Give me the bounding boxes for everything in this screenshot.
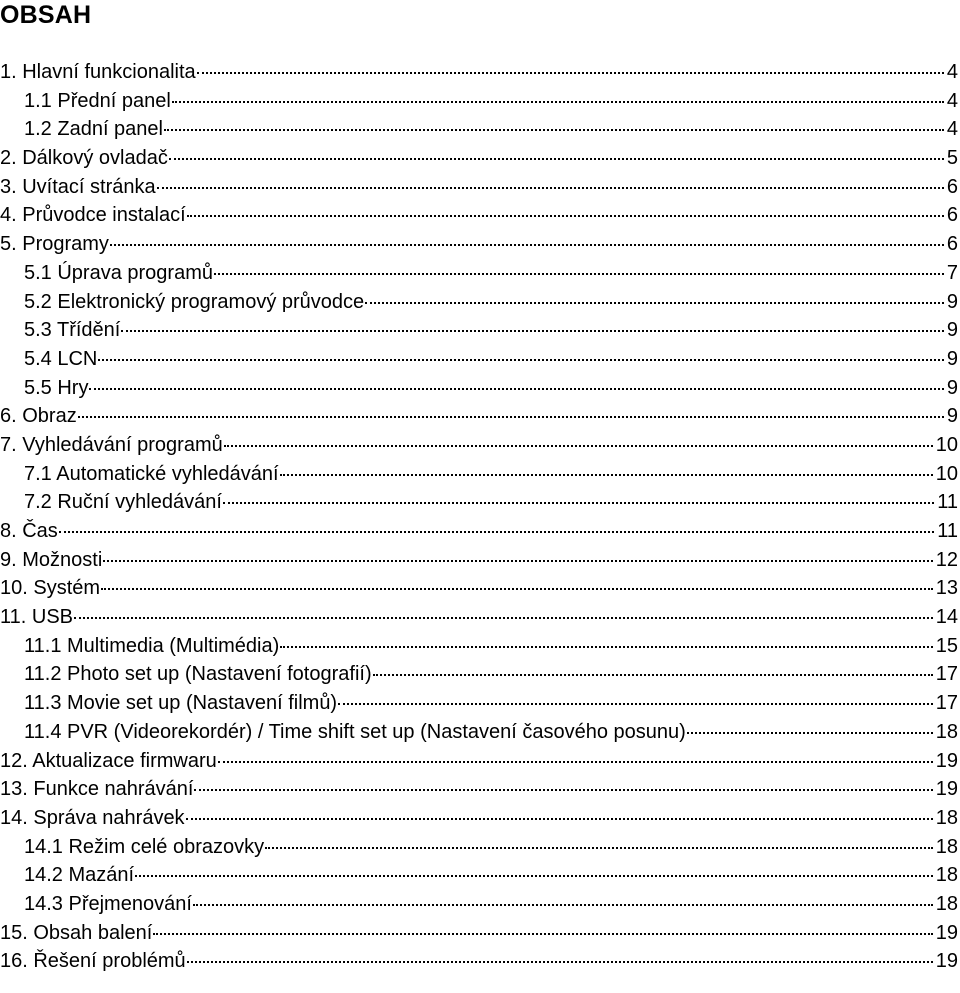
toc-entry-page-number: 9 <box>946 347 958 370</box>
toc-entry[interactable] <box>0 718 960 747</box>
toc-entry-label: 16. Řešení problémů <box>0 950 186 973</box>
toc-dot-leader <box>110 244 944 246</box>
toc-entry-page-number: 12 <box>935 548 958 571</box>
toc-entry-label: 7.1 Automatické vyhledávání <box>24 462 279 485</box>
toc-entry-label: 14.2 Mazání <box>24 864 135 887</box>
toc-entry-label: 2. Dálkový ovladač <box>0 147 168 170</box>
toc-entry-page-number: 18 <box>935 864 958 887</box>
toc-entry[interactable] <box>0 345 960 374</box>
toc-entry-label: 11.4 PVR (Videorekordér) / Time shift set up (Nastavení časového posunu) <box>24 720 686 743</box>
toc-entry-label: 5.2 Elektronický programový průvodce <box>24 290 365 313</box>
toc-dot-leader <box>187 961 933 963</box>
toc-dot-leader <box>224 445 933 447</box>
toc-entry[interactable] <box>0 230 960 259</box>
toc-entry-page-number: 18 <box>935 892 958 915</box>
toc-entry-label: 12. Aktualizace firmwaru <box>0 749 217 772</box>
toc-dot-leader <box>78 416 944 418</box>
toc-entry[interactable] <box>0 574 960 603</box>
toc-entry-label: 5.3 Třídění <box>24 319 121 342</box>
toc-entry[interactable] <box>0 546 960 575</box>
toc-entry[interactable] <box>0 144 960 173</box>
toc-entry[interactable] <box>0 517 960 546</box>
toc-entry-label: 11. USB <box>0 606 73 629</box>
toc-entry-label: 6. Obraz <box>0 405 77 428</box>
toc-dot-leader <box>98 359 944 361</box>
toc-entry-page-number: 10 <box>935 433 958 456</box>
toc-entry-label: 1. Hlavní funkcionalita <box>0 61 196 83</box>
toc-entry-label: 14.1 Režim celé obrazovky <box>24 835 265 858</box>
toc-entry-page-number: 15 <box>935 634 958 657</box>
toc-entry-page-number: 9 <box>946 290 958 313</box>
toc-entry[interactable] <box>0 259 960 288</box>
toc-entry[interactable] <box>0 890 960 919</box>
toc-entry[interactable] <box>0 632 960 661</box>
toc-entry-label: 4. Průvodce instalací <box>0 204 186 227</box>
toc-entry-label: 15. Obsah balení <box>0 921 153 944</box>
toc-entry-page-number: 4 <box>946 61 958 83</box>
toc-entry-label: 14.3 Přejmenování <box>24 892 192 915</box>
toc-dot-leader <box>687 732 933 734</box>
toc-entry[interactable] <box>0 460 960 489</box>
toc-entry[interactable] <box>0 747 960 776</box>
toc-entry-label: 7. Vyhledávání programů <box>0 433 223 456</box>
toc-dot-leader <box>172 101 944 103</box>
toc-entry-page-number: 4 <box>946 89 958 112</box>
toc-entry[interactable] <box>0 603 960 632</box>
toc-entry-page-number: 10 <box>935 462 958 485</box>
toc-entry[interactable] <box>0 173 960 202</box>
toc-entry-page-number: 9 <box>946 376 958 399</box>
toc-entry-page-number: 19 <box>935 950 958 973</box>
toc-entry-page-number: 6 <box>946 175 958 198</box>
toc-dot-leader <box>338 703 933 705</box>
toc-entry-page-number: 9 <box>946 319 958 342</box>
toc-dot-leader <box>169 158 944 160</box>
toc-entry[interactable] <box>0 488 960 517</box>
toc-entry[interactable] <box>0 316 960 345</box>
toc-dot-leader <box>193 904 933 906</box>
toc-entry-page-number: 14 <box>935 606 958 629</box>
toc-entry-label: 1.1 Přední panel <box>24 89 171 112</box>
toc-entry-label: 11.2 Photo set up (Nastavení fotografií) <box>24 663 372 686</box>
toc-entry[interactable] <box>0 431 960 460</box>
toc-entry-label: 13. Funkce nahrávání <box>0 778 194 801</box>
toc-dot-leader <box>101 588 933 590</box>
toc-dot-leader <box>280 474 933 476</box>
toc-entry-label: 9. Možnosti <box>0 548 103 571</box>
toc-entry-label: 11.1 Multimedia (Multimédia) <box>24 634 280 657</box>
toc-dot-leader <box>121 330 944 332</box>
toc-entry-label: 1.2 Zadní panel <box>24 118 163 141</box>
toc-entry-label: 5.4 LCN <box>24 347 98 370</box>
toc-entry[interactable] <box>0 660 960 689</box>
toc-entry-label: 10. Systém <box>0 577 101 600</box>
toc-entry-page-number: 18 <box>935 835 958 858</box>
toc-entry-label: 8. Čas <box>0 520 58 542</box>
toc-entry[interactable] <box>0 689 960 718</box>
toc-entry-label: 3. Uvítací stránka <box>0 175 156 198</box>
toc-entry-page-number: 19 <box>935 778 958 801</box>
toc-dot-leader <box>280 646 932 648</box>
table-of-contents <box>0 58 960 976</box>
toc-entry-page-number: 17 <box>935 663 958 686</box>
toc-entry-page-number: 13 <box>935 577 958 600</box>
toc-dot-leader <box>135 875 933 877</box>
toc-entry-page-number: 11 <box>937 520 958 542</box>
toc-entry-page-number: 18 <box>935 720 958 743</box>
toc-entry[interactable] <box>0 201 960 230</box>
toc-dot-leader <box>186 818 933 820</box>
document-title: OBSAH <box>0 1 92 29</box>
toc-dot-leader <box>218 761 933 763</box>
toc-dot-leader <box>103 560 932 562</box>
toc-dot-leader <box>157 187 944 189</box>
toc-entry-page-number: 6 <box>946 233 958 256</box>
toc-entry-page-number: 19 <box>935 921 958 944</box>
toc-dot-leader <box>187 215 944 217</box>
toc-entry-page-number: 4 <box>946 118 958 141</box>
toc-entry[interactable] <box>0 861 960 890</box>
toc-dot-leader <box>365 302 944 304</box>
toc-dot-leader <box>197 72 944 74</box>
toc-entry-label: 14. Správa nahrávek <box>0 806 185 829</box>
toc-entry[interactable] <box>0 115 960 144</box>
toc-entry[interactable] <box>0 288 960 317</box>
toc-entry-page-number: 9 <box>946 405 958 428</box>
toc-dot-leader <box>373 674 933 676</box>
toc-entry-page-number: 11 <box>937 491 958 514</box>
toc-dot-leader <box>265 847 933 849</box>
toc-entry-page-number: 18 <box>935 806 958 829</box>
toc-entry-page-number: 6 <box>946 204 958 227</box>
toc-dot-leader <box>214 273 944 275</box>
toc-entry-page-number: 19 <box>935 749 958 772</box>
toc-dot-leader <box>89 388 943 390</box>
toc-entry[interactable] <box>0 833 960 862</box>
toc-entry-label: 7.2 Ruční vyhledávání <box>24 491 222 514</box>
toc-entry-label: 11.3 Movie set up (Nastavení filmů) <box>24 692 338 715</box>
toc-entry[interactable] <box>0 775 960 804</box>
toc-entry-page-number: 7 <box>946 261 958 284</box>
toc-dot-leader <box>74 617 933 619</box>
toc-entry[interactable] <box>0 804 960 833</box>
toc-entry[interactable] <box>0 919 960 948</box>
toc-dot-leader <box>153 933 932 935</box>
toc-entry-page-number: 5 <box>946 147 958 170</box>
toc-dot-leader <box>164 129 944 131</box>
toc-dot-leader <box>59 531 934 533</box>
toc-entry-label: 5. Programy <box>0 233 109 256</box>
toc-entry-label: 5.1 Úprava programů <box>24 261 213 284</box>
toc-dot-leader <box>194 789 932 791</box>
toc-entry-label: 5.5 Hry <box>24 376 89 399</box>
toc-entry-page-number: 17 <box>935 692 958 715</box>
toc-entry[interactable] <box>0 947 960 976</box>
toc-entry[interactable] <box>0 58 960 87</box>
toc-entry[interactable] <box>0 402 960 431</box>
toc-entry[interactable] <box>0 87 960 116</box>
toc-dot-leader <box>223 502 934 504</box>
toc-entry[interactable] <box>0 374 960 403</box>
